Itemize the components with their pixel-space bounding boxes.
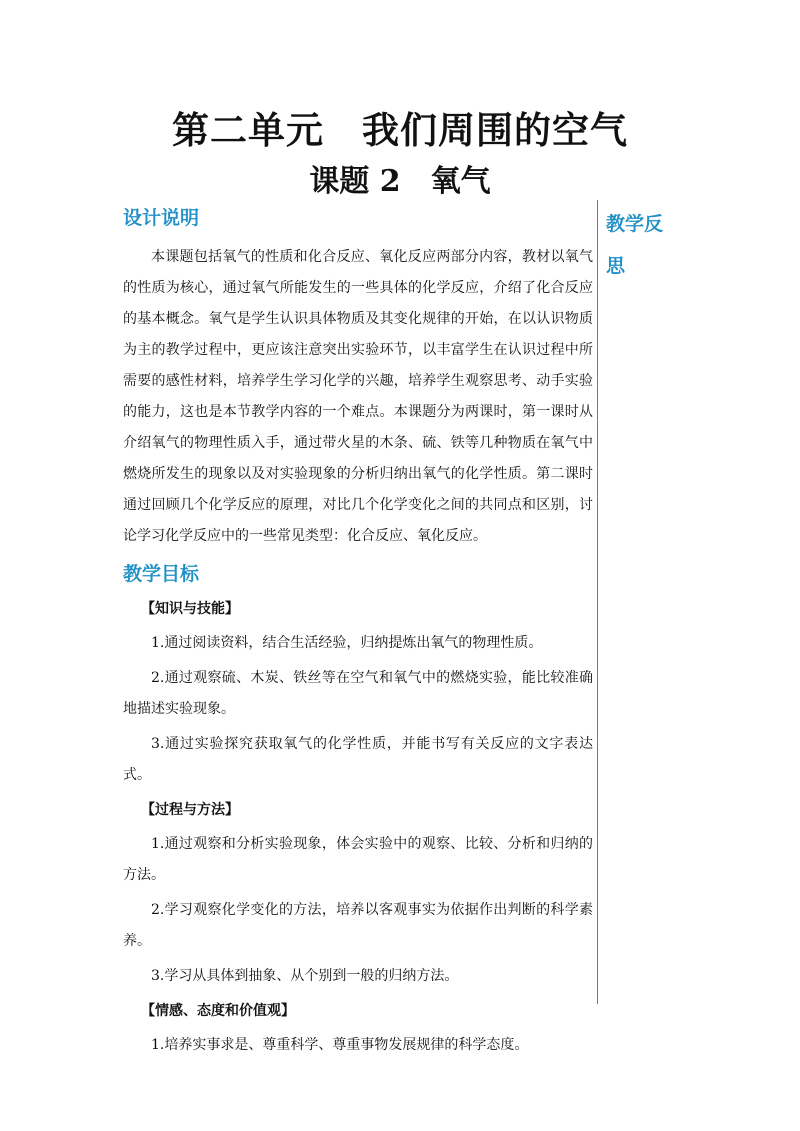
knowledge-subheading: 【知识与技能】: [141, 601, 239, 617]
emotion-item-1: 1.培养实事求是、尊重科学、尊重事物发展规律的科学态度。: [151, 1037, 529, 1053]
unit-title: 第二单元 我们周围的空气: [172, 108, 628, 152]
knowledge-item-3: 3.通过实验探究获取氧气的化学性质，并能书写有关反应的文字表达式。: [123, 736, 593, 783]
reflection-heading: 教学反思: [606, 213, 664, 277]
design-heading: 设计说明: [123, 207, 200, 229]
design-paragraph: 本课题包括氧气的性质和化合反应、氧化反应两部分内容，教材以氧气的性质为核心，通过氧气所能发生的一些具体的化学反应，介绍了化合反应的基本概念。氧气是学生认识具体物质及其变化规律的开始，在以认识物质为主的教学过程中，更应该注意突出实验环节，以丰富学生在认识过程中所需要的感性材料，培养学生学习化学的兴趣，培养学生观察思考、动手实验的能力，这也是本节教学内容的一个难点。本课题分为两课时，第一课时从介绍氧气的物理性质入手，通过带火星的木条、硫、铁等几种物质在氧气中燃烧所发生的现象以及对实验现象的分析归纳出氧气的化学性质。第二课时通过回顾几个化学反应的原理，对比几个化学变化之间的共同点和区别，讨论学习化学反应中的一些常见类型：化合反应、氧化反应。: [123, 249, 593, 544]
process-subheading: 【过程与方法】: [141, 802, 239, 818]
emotion-subheading: 【情感、态度和价值观】: [141, 1003, 295, 1019]
knowledge-item-2: 2.通过观察硫、木炭、铁丝等在空气和氧气中的燃烧实验，能比较准确地描述实验现象。: [123, 670, 593, 717]
column-divider: [597, 200, 598, 1004]
lesson-title: 课题 2 氧气: [309, 164, 491, 199]
main-content: [123, 204, 593, 1065]
knowledge-item-1: 1.通过阅读资料，结合生活经验，归纳提炼出氧气的物理性质。: [151, 635, 543, 651]
process-item-3: 3.学习从具体到抽象、从个别到一般的归纳方法。: [151, 968, 459, 984]
process-item-2: 2.学习观察化学变化的方法，培养以客观事实为依据作出判断的科学素养。: [123, 902, 593, 949]
objectives-heading: 教学目标: [123, 563, 200, 585]
process-item-1: 1.通过观察和分析实验现象，体会实验中的观察、比较、分析和归纳的方法。: [123, 836, 593, 883]
